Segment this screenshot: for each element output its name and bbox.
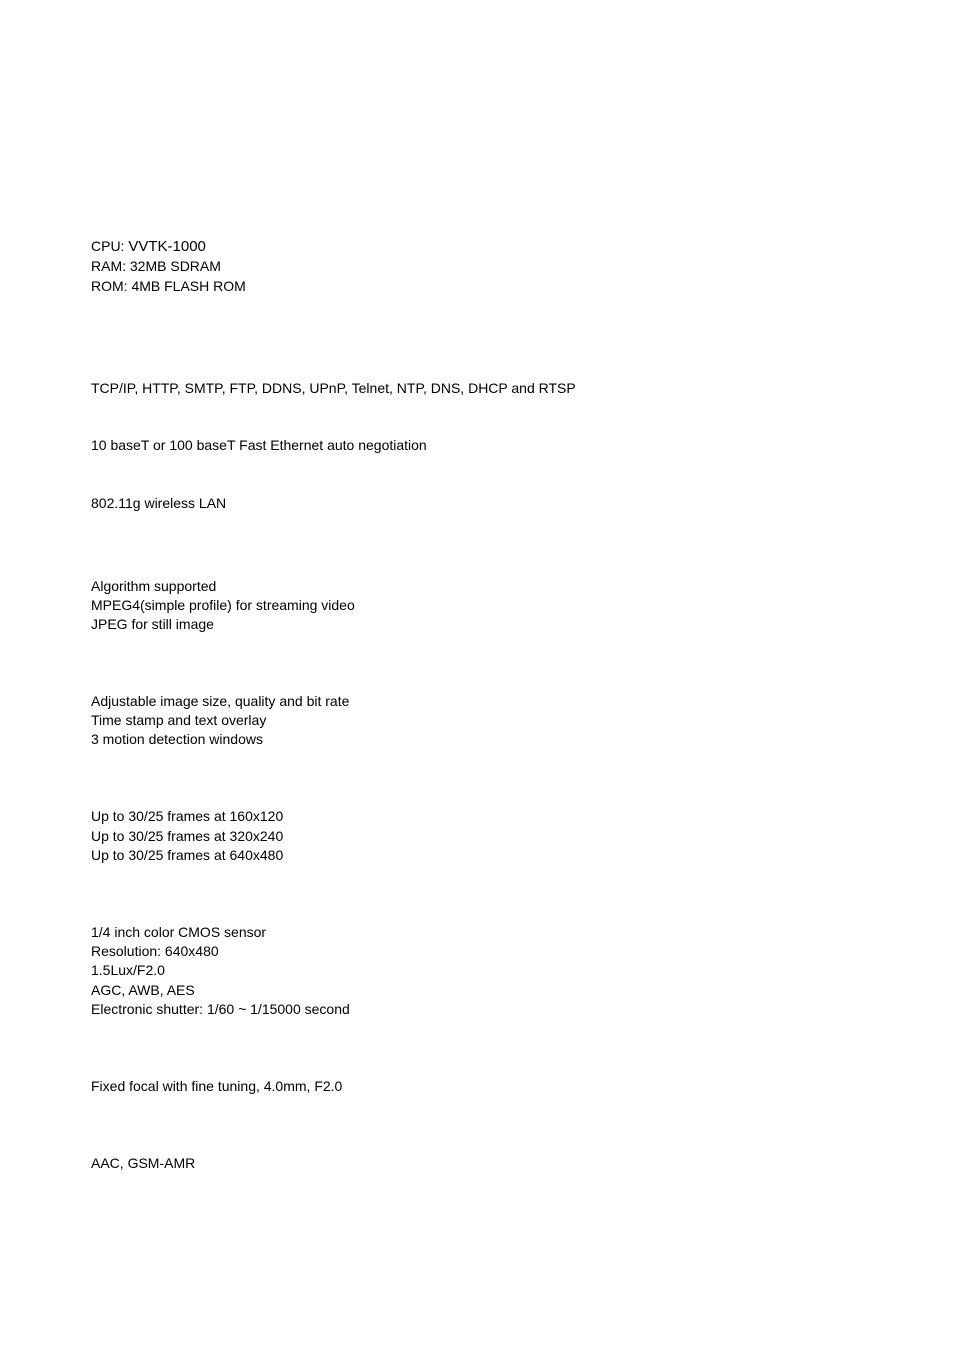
lens-line: Fixed focal with fine tuning, 4.0mm, F2.0 (91, 1078, 343, 1094)
sensor-line: 1.5Lux/F2.0 (91, 962, 165, 978)
frame-rate-line: Up to 30/25 frames at 320x240 (91, 828, 284, 844)
cpu-label: CPU: (91, 238, 129, 254)
rom-line: ROM: 4MB FLASH ROM (91, 278, 246, 294)
video-feature-line: Adjustable image size, quality and bit rate (91, 693, 350, 709)
frame-rate-line: Up to 30/25 frames at 640x480 (91, 847, 284, 863)
compression-line: Algorithm supported (91, 578, 217, 594)
protocols-line: TCP/IP, HTTP, SMTP, FTP, DDNS, UPnP, Telnet, NTP, DNS, DHCP and RTSP (91, 380, 576, 396)
ethernet-line: 10 baseT or 100 baseT Fast Ethernet auto negotiation (91, 437, 427, 453)
video-feature-line: Time stamp and text overlay (91, 712, 267, 728)
sensor-line: AGC, AWB, AES (91, 982, 195, 998)
compression-line: JPEG for still image (91, 616, 214, 632)
cpu-line (91, 238, 206, 255)
audio-line: AAC, GSM-AMR (91, 1155, 196, 1171)
cpu-value: VVTK-1000 (128, 238, 206, 255)
ram-line: RAM: 32MB SDRAM (91, 258, 221, 274)
video-feature-line: 3 motion detection windows (91, 731, 263, 747)
wireless-line: 802.11g wireless LAN (91, 495, 227, 511)
sensor-line: 1/4 inch color CMOS sensor (91, 924, 267, 940)
frame-rate-line: Up to 30/25 frames at 160x120 (91, 808, 284, 824)
sensor-line: Resolution: 640x480 (91, 943, 219, 959)
compression-line: MPEG4(simple profile) for streaming video (91, 597, 355, 613)
sensor-line: Electronic shutter: 1/60 ~ 1/15000 second (91, 1001, 350, 1017)
